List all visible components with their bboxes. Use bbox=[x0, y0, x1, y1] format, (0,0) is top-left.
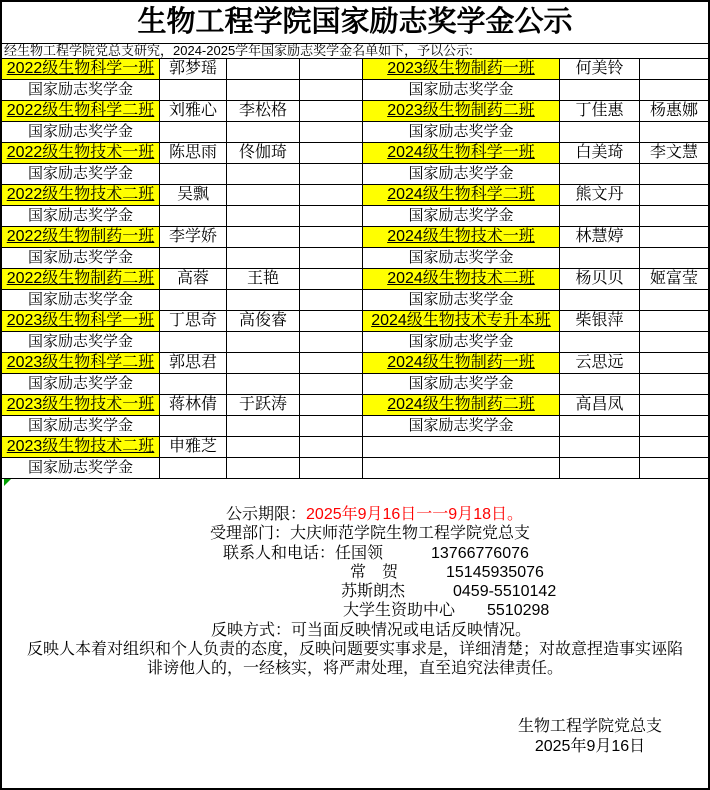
student-name-cell bbox=[640, 353, 708, 374]
student-name-cell: 李文慧 bbox=[640, 143, 708, 164]
contact-line-4: 大学生资助中心 5510298 bbox=[343, 602, 550, 620]
student-name-cell bbox=[640, 185, 708, 206]
empty-cell bbox=[560, 332, 640, 353]
scholarship-type-cell bbox=[363, 458, 560, 479]
empty-cell bbox=[640, 458, 708, 479]
student-name-cell: 姬富莹 bbox=[640, 269, 708, 290]
student-name-cell: 丁佳惠 bbox=[560, 101, 640, 122]
scholarship-type-cell: 国家励志奖学金 bbox=[363, 374, 560, 395]
class-cell: 2022级生物技术一班 bbox=[2, 143, 160, 164]
student-name-cell: 林慧婷 bbox=[560, 227, 640, 248]
class-cell: 2023级生物制药二班 bbox=[363, 101, 560, 122]
empty-cell bbox=[640, 80, 708, 101]
scholarship-type-cell: 国家励志奖学金 bbox=[2, 122, 160, 143]
empty-cell bbox=[640, 290, 708, 311]
class-cell: 2023级生物制药一班 bbox=[363, 59, 560, 80]
scholarship-type-cell: 国家励志奖学金 bbox=[363, 80, 560, 101]
student-name-cell: 杨惠娜 bbox=[640, 101, 708, 122]
class-cell: 2023级生物技术二班 bbox=[2, 437, 160, 458]
student-name-cell: 蒋林倩 bbox=[160, 395, 227, 416]
empty-cell bbox=[560, 122, 640, 143]
student-name-cell: 王艳 bbox=[227, 269, 300, 290]
empty-cell bbox=[300, 290, 363, 311]
empty-cell bbox=[160, 206, 227, 227]
scholarship-type-cell: 国家励志奖学金 bbox=[2, 458, 160, 479]
scholarship-type-cell: 国家励志奖学金 bbox=[2, 374, 160, 395]
class-cell: 2023级生物科学二班 bbox=[2, 353, 160, 374]
empty-cell bbox=[300, 416, 363, 437]
signature-block bbox=[512, 717, 668, 757]
student-name-cell bbox=[227, 185, 300, 206]
student-name-cell bbox=[640, 395, 708, 416]
student-name-cell: 杨贝贝 bbox=[560, 269, 640, 290]
scholarship-type-cell: 国家励志奖学金 bbox=[363, 206, 560, 227]
empty-cell bbox=[640, 206, 708, 227]
empty-cell bbox=[300, 374, 363, 395]
student-name-cell: 吴飘 bbox=[160, 185, 227, 206]
empty-cell bbox=[560, 206, 640, 227]
class-cell: 2024级生物科学二班 bbox=[363, 185, 560, 206]
scholarship-type-cell: 国家励志奖学金 bbox=[2, 206, 160, 227]
empty-cell bbox=[160, 164, 227, 185]
class-cell: 2024级生物制药一班 bbox=[363, 353, 560, 374]
empty-cell bbox=[227, 206, 300, 227]
student-name-cell: 高昌凤 bbox=[560, 395, 640, 416]
empty-cell bbox=[300, 395, 363, 416]
empty-cell bbox=[227, 332, 300, 353]
empty-cell bbox=[227, 122, 300, 143]
empty-cell bbox=[160, 374, 227, 395]
student-name-cell: 白美琦 bbox=[560, 143, 640, 164]
student-name-cell: 刘雅心 bbox=[160, 101, 227, 122]
scholarship-type-cell: 国家励志奖学金 bbox=[363, 332, 560, 353]
empty-cell bbox=[300, 101, 363, 122]
class-cell: 2024级生物科学一班 bbox=[363, 143, 560, 164]
empty-cell bbox=[640, 122, 708, 143]
publicity-period-line bbox=[2, 505, 708, 524]
publicity-period-dates: 2025年9月16日一一9月18日。 bbox=[306, 506, 524, 523]
class-cell: 2022级生物制药一班 bbox=[2, 227, 160, 248]
empty-cell bbox=[300, 332, 363, 353]
empty-cell bbox=[560, 374, 640, 395]
contact-line-3: 苏斯朗杰 0459-5510142 bbox=[341, 583, 557, 601]
empty-cell bbox=[640, 164, 708, 185]
signature-org: 生物工程学院党总支 bbox=[517, 718, 662, 735]
student-name-cell: 高俊睿 bbox=[227, 311, 300, 332]
contact-line-2: 常 贺 15145935076 bbox=[350, 563, 544, 581]
empty-cell bbox=[300, 353, 363, 374]
scholarship-type-cell: 国家励志奖学金 bbox=[2, 164, 160, 185]
student-name-cell: 陈思雨 bbox=[160, 143, 227, 164]
empty-cell bbox=[300, 458, 363, 479]
student-name-cell bbox=[560, 437, 640, 458]
empty-cell bbox=[160, 122, 227, 143]
empty-cell bbox=[227, 458, 300, 479]
class-cell: 2022级生物制药二班 bbox=[2, 269, 160, 290]
empty-cell bbox=[300, 80, 363, 101]
notice-line-1: 反映人本着对组织和个人负责的态度，反映问题要实事求是，详细清楚；对故意捏造事实诬陷 bbox=[26, 641, 683, 659]
empty-cell bbox=[560, 416, 640, 437]
student-name-cell: 郭思君 bbox=[160, 353, 227, 374]
announcement-subtitle: 经生物工程学院党总支研究，2024-2025学年国家励志奖学金名单如下，予以公示: bbox=[4, 44, 473, 58]
empty-cell bbox=[300, 122, 363, 143]
empty-cell bbox=[640, 332, 708, 353]
empty-cell bbox=[227, 80, 300, 101]
empty-cell bbox=[227, 374, 300, 395]
empty-cell bbox=[300, 437, 363, 458]
scholarship-type-cell: 国家励志奖学金 bbox=[363, 290, 560, 311]
student-name-cell: 于跃涛 bbox=[227, 395, 300, 416]
publicity-period-label: 公示期限： bbox=[226, 506, 307, 523]
class-cell: 2024级生物技术专升本班 bbox=[363, 311, 560, 332]
class-cell: 2024级生物技术二班 bbox=[363, 269, 560, 290]
student-name-cell bbox=[640, 59, 708, 80]
empty-cell bbox=[300, 248, 363, 269]
scholarship-type-cell: 国家励志奖学金 bbox=[363, 248, 560, 269]
empty-cell bbox=[640, 416, 708, 437]
student-name-cell bbox=[640, 227, 708, 248]
class-cell: 2022级生物科学一班 bbox=[2, 59, 160, 80]
student-name-cell: 柴银萍 bbox=[560, 311, 640, 332]
student-name-cell bbox=[640, 437, 708, 458]
class-cell: 2023级生物科学一班 bbox=[2, 311, 160, 332]
empty-cell bbox=[160, 80, 227, 101]
empty-cell bbox=[160, 416, 227, 437]
student-name-cell bbox=[227, 227, 300, 248]
empty-cell bbox=[227, 290, 300, 311]
scholarship-type-cell: 国家励志奖学金 bbox=[2, 416, 160, 437]
student-name-cell: 李学娇 bbox=[160, 227, 227, 248]
student-name-cell: 丁思奇 bbox=[160, 311, 227, 332]
empty-cell bbox=[560, 80, 640, 101]
student-name-cell bbox=[227, 59, 300, 80]
signature-date: 2025年9月16日 bbox=[534, 738, 646, 755]
empty-cell bbox=[160, 290, 227, 311]
student-name-cell: 高蓉 bbox=[160, 269, 227, 290]
student-name-cell: 申雅芝 bbox=[160, 437, 227, 458]
class-cell: 2022级生物技术二班 bbox=[2, 185, 160, 206]
empty-cell bbox=[300, 311, 363, 332]
class-cell: 2024级生物制药二班 bbox=[363, 395, 560, 416]
empty-cell bbox=[227, 164, 300, 185]
scholarship-table bbox=[2, 58, 708, 479]
empty-cell bbox=[640, 374, 708, 395]
empty-cell bbox=[640, 248, 708, 269]
student-name-cell: 郭梦瑶 bbox=[160, 59, 227, 80]
class-cell: 2023级生物技术一班 bbox=[2, 395, 160, 416]
feedback-method-line: 反映方式：可当面反映情况或电话反映情况。 bbox=[211, 621, 532, 639]
scholarship-type-cell: 国家励志奖学金 bbox=[2, 80, 160, 101]
student-name-cell: 熊文丹 bbox=[560, 185, 640, 206]
empty-cell bbox=[300, 59, 363, 80]
empty-cell bbox=[560, 164, 640, 185]
empty-cell bbox=[300, 143, 363, 164]
scholarship-type-cell: 国家励志奖学金 bbox=[2, 290, 160, 311]
empty-cell bbox=[560, 290, 640, 311]
class-cell: 2022级生物科学二班 bbox=[2, 101, 160, 122]
accepting-department-line: 受理部门：大庆师范学院生物工程学院党总支 bbox=[210, 525, 531, 543]
empty-cell bbox=[160, 248, 227, 269]
notice-line-2: 诽谤他人的，一经核实，将严肃处理，直至追究法律责任。 bbox=[146, 660, 563, 678]
empty-cell bbox=[300, 185, 363, 206]
student-name-cell bbox=[640, 311, 708, 332]
page-title: 生物工程学院国家励志奖学金公示 bbox=[2, 2, 708, 44]
scholarship-type-cell: 国家励志奖学金 bbox=[2, 248, 160, 269]
student-name-cell bbox=[227, 353, 300, 374]
empty-cell bbox=[300, 164, 363, 185]
scholarship-type-cell: 国家励志奖学金 bbox=[363, 416, 560, 437]
empty-cell bbox=[560, 248, 640, 269]
empty-cell bbox=[160, 332, 227, 353]
empty-cell bbox=[560, 458, 640, 479]
contact-line-1: 联系人和电话：任国领 13766776076 bbox=[223, 544, 529, 562]
class-cell bbox=[363, 437, 560, 458]
green-marker-icon bbox=[4, 479, 11, 486]
scholarship-type-cell: 国家励志奖学金 bbox=[2, 332, 160, 353]
empty-cell bbox=[300, 206, 363, 227]
student-name-cell: 云思远 bbox=[560, 353, 640, 374]
footer-section bbox=[2, 479, 708, 790]
empty-cell bbox=[160, 458, 227, 479]
empty-cell bbox=[300, 227, 363, 248]
class-cell: 2024级生物技术一班 bbox=[363, 227, 560, 248]
scholarship-type-cell: 国家励志奖学金 bbox=[363, 122, 560, 143]
student-name-cell: 何美铃 bbox=[560, 59, 640, 80]
student-name-cell bbox=[227, 437, 300, 458]
student-name-cell: 李松格 bbox=[227, 101, 300, 122]
empty-cell bbox=[227, 248, 300, 269]
empty-cell bbox=[227, 416, 300, 437]
scholarship-type-cell: 国家励志奖学金 bbox=[363, 164, 560, 185]
empty-cell bbox=[300, 269, 363, 290]
student-name-cell: 佟伽琦 bbox=[227, 143, 300, 164]
